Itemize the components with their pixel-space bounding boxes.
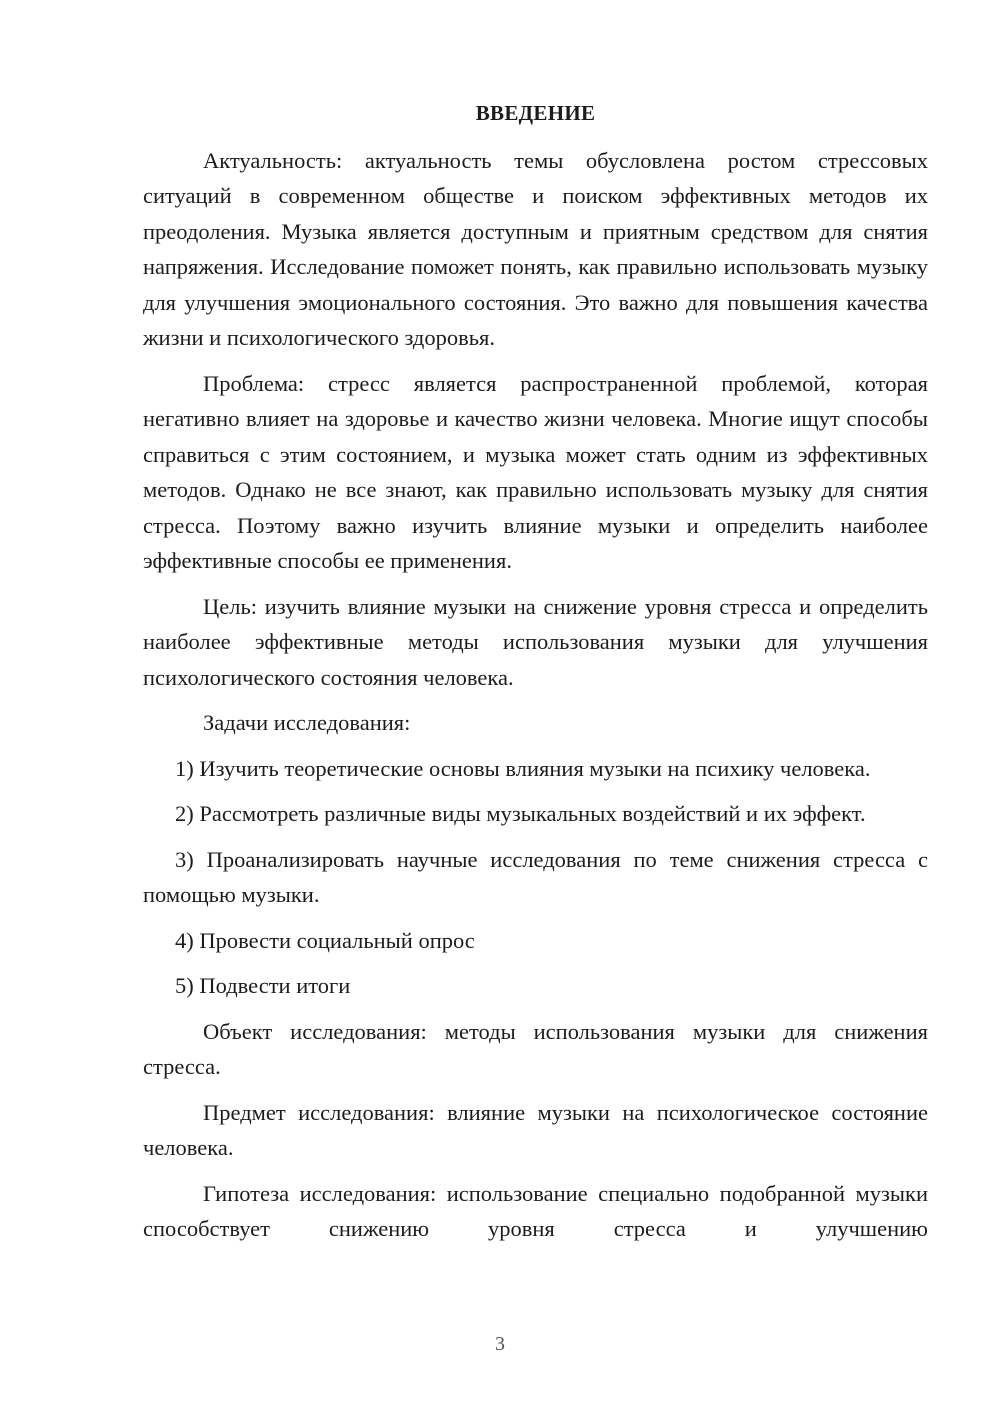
tasks-heading: Задачи исследования:	[203, 710, 411, 735]
task-item: 5) Подвести итоги	[175, 973, 351, 998]
page-title: ВВЕДЕНИЕ	[475, 101, 596, 125]
relevance-paragraph: Актуальность: актуальность темы обусловлена ростом стрессовых ситуаций в современном обществе и поиском эффективных методов их преодоления. Музыка является доступным и приятным средством для снятия напряжения. Исследование поможет понять, как правильно использовать музыку для улучшения эмоционального состояния. Это важно для повышения качества жизни и психологического здоровья.	[143, 147, 928, 350]
subject-paragraph: Предмет исследования: влияние музыки на психологическое состояние человека.	[143, 1099, 928, 1160]
problem-paragraph: Проблема: стресс является распространенной проблемой, которая негативно влияет на здоровье и качество жизни человека. Многие ищут способы справиться с этим состоянием, и музыка может стать одним из эффективных методов. Однако не все знают, как правильно использовать музыку для снятия стресса. Поэтому важно изучить влияние музыки и определить наиболее эффективные способы ее применения.	[143, 370, 928, 573]
document-page	[143, 96, 928, 1257]
task-item: 1) Изучить теоретические основы влияния музыки на психику человека.	[175, 755, 871, 781]
task-item: 3) Проанализировать научные исследования по теме снижения стресса с помощью музыки.	[143, 846, 928, 907]
hypothesis-paragraph: Гипотеза исследования: использование специально подобранной музыки способствует снижению уровня стресса и улучшению	[143, 1180, 928, 1241]
task-item: 2) Рассмотреть различные виды музыкальных воздействий и их эффект.	[175, 801, 866, 826]
goal-paragraph: Цель: изучить влияние музыки на снижение уровня стресса и определить наиболее эффективные методы использования музыки для улучшения психологического состояния человека.	[143, 593, 928, 690]
page-number: 3	[495, 1333, 505, 1355]
task-item: 4) Провести социальный опрос	[175, 927, 475, 953]
object-paragraph: Объект исследования: методы использования музыки для снижения стресса.	[143, 1018, 928, 1079]
